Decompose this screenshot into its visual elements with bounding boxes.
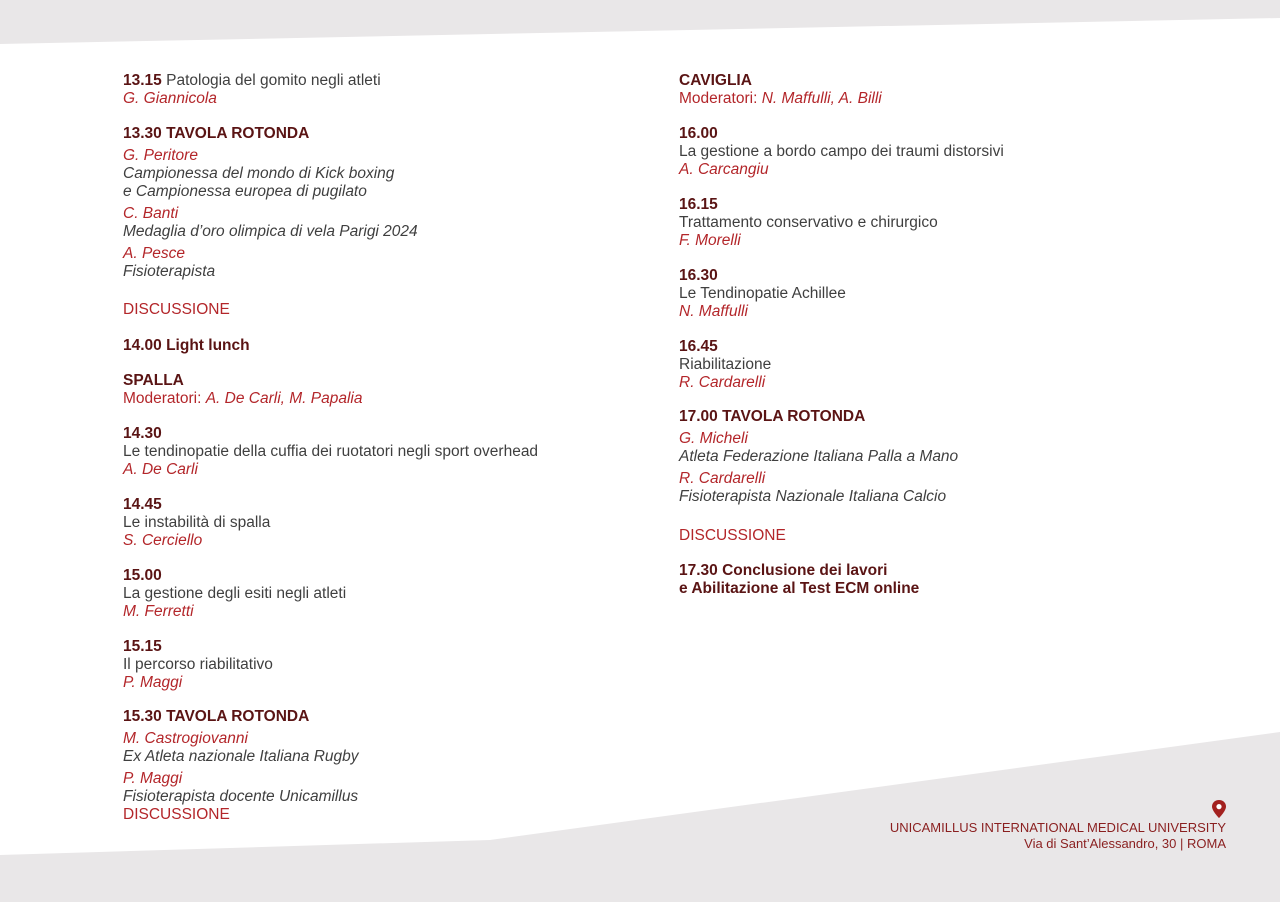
session-1600 [679, 125, 1004, 179]
session-title: Le Tendinopatie Achillee [679, 285, 846, 302]
moderators-names: A. De Carli, M. Papalia [205, 390, 363, 407]
panelist-name: G. Micheli [679, 430, 748, 447]
location-pin-icon [1210, 799, 1228, 819]
session-time: 15.00 [123, 567, 162, 584]
discussion-label: DISCUSSIONE [123, 806, 230, 823]
session-title: Trattamento conservativo e chirurgico [679, 214, 938, 231]
section-caviglia [679, 72, 882, 108]
top-gray-band [0, 0, 1280, 44]
session-time: 16.15 [679, 196, 718, 213]
university-name: UNICAMILLUS INTERNATIONAL MEDICAL UNIVERSITY [889, 820, 1226, 835]
panelist-role: Medaglia d’oro olimpica di vela Parigi 2024 [123, 223, 418, 240]
session-speaker: N. Maffulli [679, 303, 748, 320]
moderators-names: N. Maffulli, A. Billi [761, 90, 882, 107]
session-speaker: G. Giannicola [123, 90, 217, 107]
panelist-name: M. Castrogiovanni [123, 730, 248, 747]
session-time: 13.15 [123, 72, 162, 89]
panelist-role: Fisioterapista docente Unicamillus [123, 788, 359, 805]
panelist-role: Ex Atleta nazionale Italiana Rugby [123, 748, 359, 765]
section-heading: SPALLA [123, 372, 184, 389]
round-table-heading: 13.30 TAVOLA ROTONDA [123, 125, 310, 142]
session-time: 16.30 [679, 267, 718, 284]
section-heading: CAVIGLIA [679, 72, 752, 89]
session-1445 [123, 496, 270, 550]
session-speaker: M. Ferretti [123, 603, 194, 620]
session-1430 [123, 425, 538, 479]
footer-address-block [890, 820, 1226, 852]
session-time: 14.30 [123, 425, 162, 442]
session-title: La gestione a bordo campo dei traumi distorsivi [679, 143, 1004, 160]
session-speaker: A. De Carli [123, 461, 198, 478]
panelist-name: A. Pesce [123, 245, 186, 262]
panelist-name: P. Maggi [123, 770, 183, 787]
closing-session [679, 562, 919, 598]
moderators-label: Moderatori: [679, 90, 758, 107]
panelist-role: Fisioterapista [123, 263, 216, 280]
panelist-role: Atleta Federazione Italiana Palla a Mano [679, 448, 959, 465]
session-speaker: P. Maggi [123, 674, 183, 691]
university-address: Via di Sant’Alessandro, 30 | ROMA [1024, 836, 1226, 851]
panelist-name: R. Cardarelli [679, 470, 766, 487]
session-speaker: F. Morelli [679, 232, 741, 249]
session-1615 [679, 196, 938, 250]
section-spalla [123, 372, 363, 408]
discussion-label: DISCUSSIONE [123, 301, 230, 318]
session-1315 [123, 72, 381, 108]
round-table-1330 [123, 125, 418, 281]
session-1515 [123, 638, 273, 692]
panelist-role: Campionessa del mondo di Kick boxing [123, 165, 395, 182]
session-1500 [123, 567, 346, 621]
lunch-break: 14.00 Light lunch [123, 337, 250, 354]
session-speaker: R. Cardarelli [679, 374, 766, 391]
panelist-name: G. Peritore [123, 147, 198, 164]
session-time: 16.45 [679, 338, 718, 355]
round-table-1530 [123, 708, 359, 824]
panelist-name: C. Banti [123, 205, 179, 222]
session-title: Le instabilità di spalla [123, 514, 271, 531]
round-table-heading: 17.00 TAVOLA ROTONDA [679, 408, 866, 425]
round-table-1700 [679, 408, 958, 506]
session-time: 16.00 [679, 125, 718, 142]
session-speaker: A. Carcangiu [679, 161, 769, 178]
session-time: 14.45 [123, 496, 162, 513]
closing-line-1: 17.30 Conclusione dei lavori [679, 562, 888, 579]
session-title: Il percorso riabilitativo [123, 656, 273, 673]
discussion-label: DISCUSSIONE [679, 527, 786, 544]
session-speaker: S. Cerciello [123, 532, 203, 549]
closing-line-2: e Abilitazione al Test ECM online [679, 580, 920, 597]
moderators-label: Moderatori: [123, 390, 202, 407]
session-title: La gestione degli esiti negli atleti [123, 585, 347, 602]
round-table-heading: 15.30 TAVOLA ROTONDA [123, 708, 310, 725]
session-1630 [679, 267, 846, 321]
panelist-role: e Campionessa europea di pugilato [123, 183, 367, 200]
session-title: Riabilitazione [679, 356, 772, 373]
session-title: Le tendinopatie della cuffia dei ruotatori negli sport overhead [123, 443, 539, 460]
panelist-role: Fisioterapista Nazionale Italiana Calcio [679, 488, 947, 505]
session-title: Patologia del gomito negli atleti [166, 72, 381, 89]
session-1645 [679, 338, 771, 392]
session-time: 15.15 [123, 638, 162, 655]
